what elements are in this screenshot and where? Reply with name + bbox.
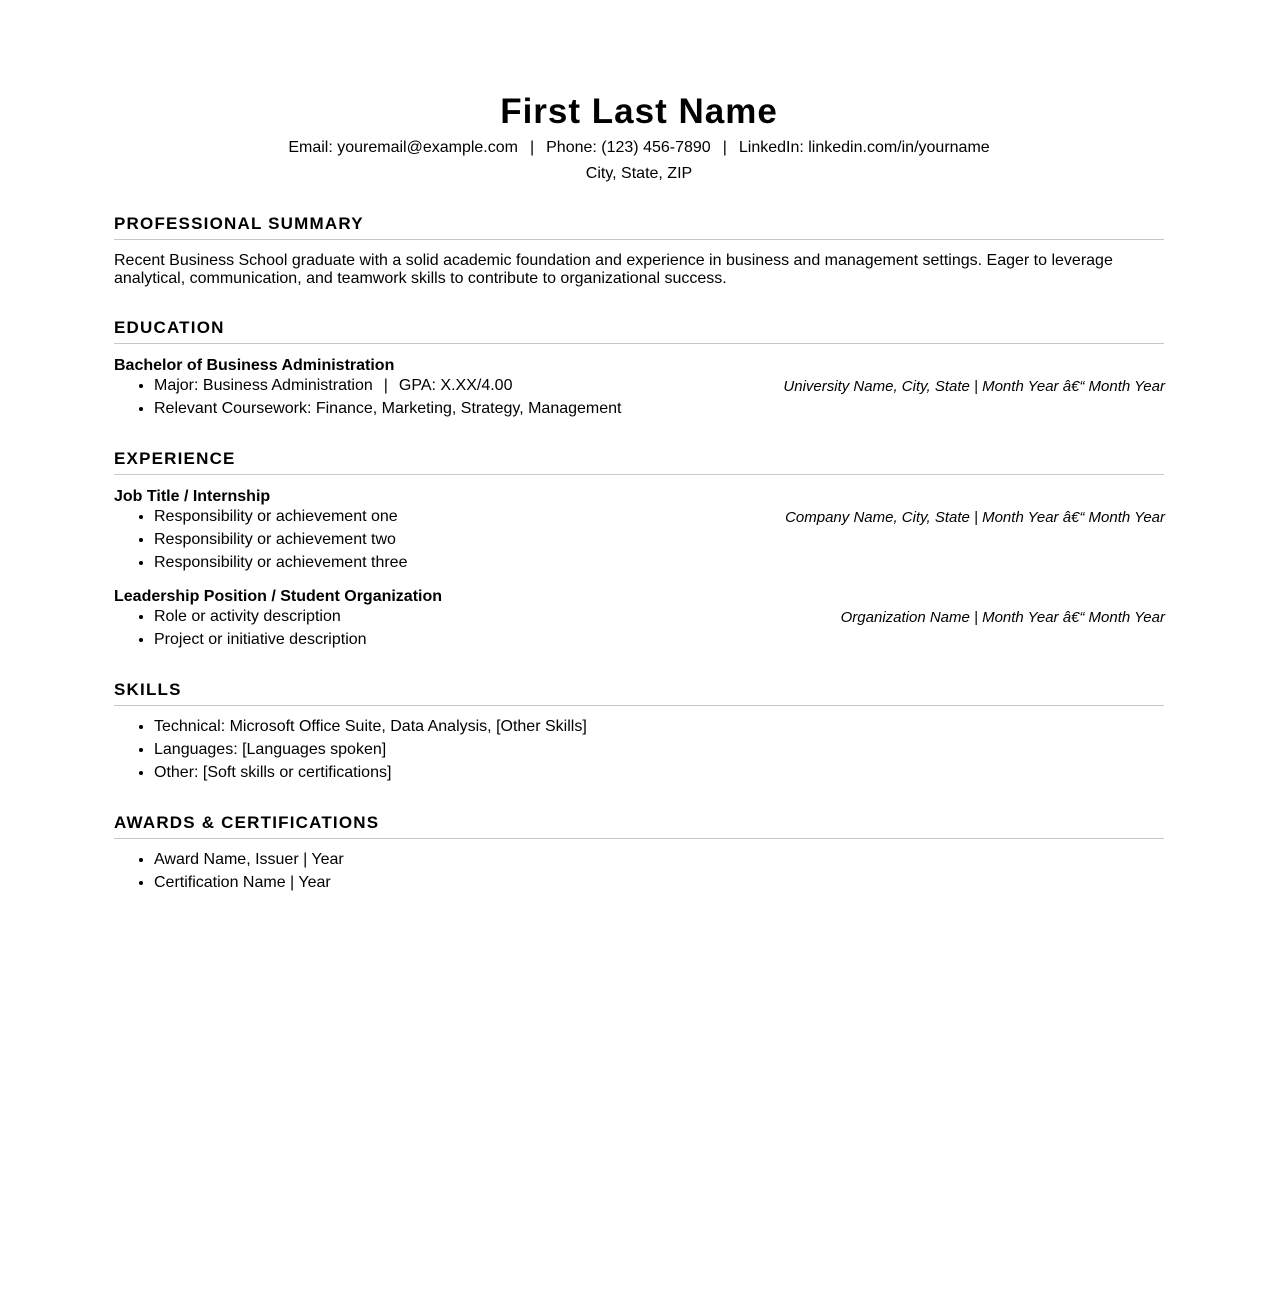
- skills-section: [114, 680, 1164, 783]
- degree-title: Bachelor of Business Administration: [114, 357, 395, 374]
- awards-list: [114, 850, 1164, 893]
- list-item: • Responsibility or achievement one: [154, 507, 1164, 527]
- list-item: • Technical: Microsoft Office Suite, Data Analysis, [Other Skills]: [154, 717, 1164, 737]
- contact-email: Email: youremail@example.com: [288, 139, 518, 156]
- list-item: • Responsibility or achievement two: [154, 530, 1164, 550]
- experience-entry: [114, 587, 1164, 650]
- contact-separator: |: [529, 139, 535, 156]
- job-title: Job Title / Internship: [114, 488, 271, 505]
- leadership-title: Leadership Position / Student Organization: [114, 588, 443, 605]
- education-entry: [114, 356, 1164, 419]
- contact-line: [114, 138, 1164, 158]
- list-item: • Languages: [Languages spoken]: [154, 740, 1164, 760]
- list-item: • Other: [Soft skills or certifications]: [154, 763, 1164, 783]
- experience-entry: [114, 487, 1164, 573]
- job-meta: Company Name, City, State | Month Year â€“ Month Year: [785, 509, 1165, 526]
- skills-list: [114, 717, 1164, 783]
- education-heading: EDUCATION: [114, 318, 1164, 344]
- list-item: • Award Name, Issuer | Year: [154, 850, 1164, 870]
- education-meta: University Name, City, State | Month Year â€“ Month Year: [783, 378, 1165, 395]
- resume-name: First Last Name: [500, 92, 778, 131]
- summary-section: [114, 214, 1164, 288]
- list-item: • Responsibility or achievement three: [154, 553, 1164, 573]
- education-section: [114, 318, 1164, 419]
- experience-section: [114, 449, 1164, 650]
- contact-phone: Phone: (123) 456-7890: [546, 139, 711, 156]
- contact-address: City, State, ZIP: [585, 165, 693, 182]
- summary-text: Recent Business School graduate with a solid academic foundation and experience in business and management settings. Eager to leverage analytical, communication, and teamwork skills to contribute to organizational success.: [114, 252, 1113, 287]
- list-item: • Certification Name | Year: [154, 873, 1164, 893]
- skills-heading: SKILLS: [114, 680, 1164, 706]
- contact-linkedin: LinkedIn: linkedin.com/in/yourname: [738, 139, 990, 156]
- inline-separator: |: [383, 377, 388, 394]
- list-item: • Project or initiative description: [154, 630, 1164, 650]
- awards-section: [114, 813, 1164, 893]
- major-text: Major: Business Administration: [154, 377, 373, 394]
- gpa-text: GPA: X.XX/4.00: [398, 377, 513, 394]
- leadership-meta: Organization Name | Month Year â€“ Month Year: [840, 609, 1165, 626]
- resume-page: [114, 0, 1164, 893]
- awards-heading: AWARDS & CERTIFICATIONS: [114, 813, 1164, 839]
- summary-heading: PROFESSIONAL SUMMARY: [114, 214, 1164, 240]
- list-item: • Role or activity description: [154, 607, 1164, 627]
- experience-heading: EXPERIENCE: [114, 449, 1164, 475]
- contact-separator: |: [722, 139, 727, 156]
- list-item: • Relevant Coursework: Finance, Marketing, Strategy, Management: [154, 399, 1164, 419]
